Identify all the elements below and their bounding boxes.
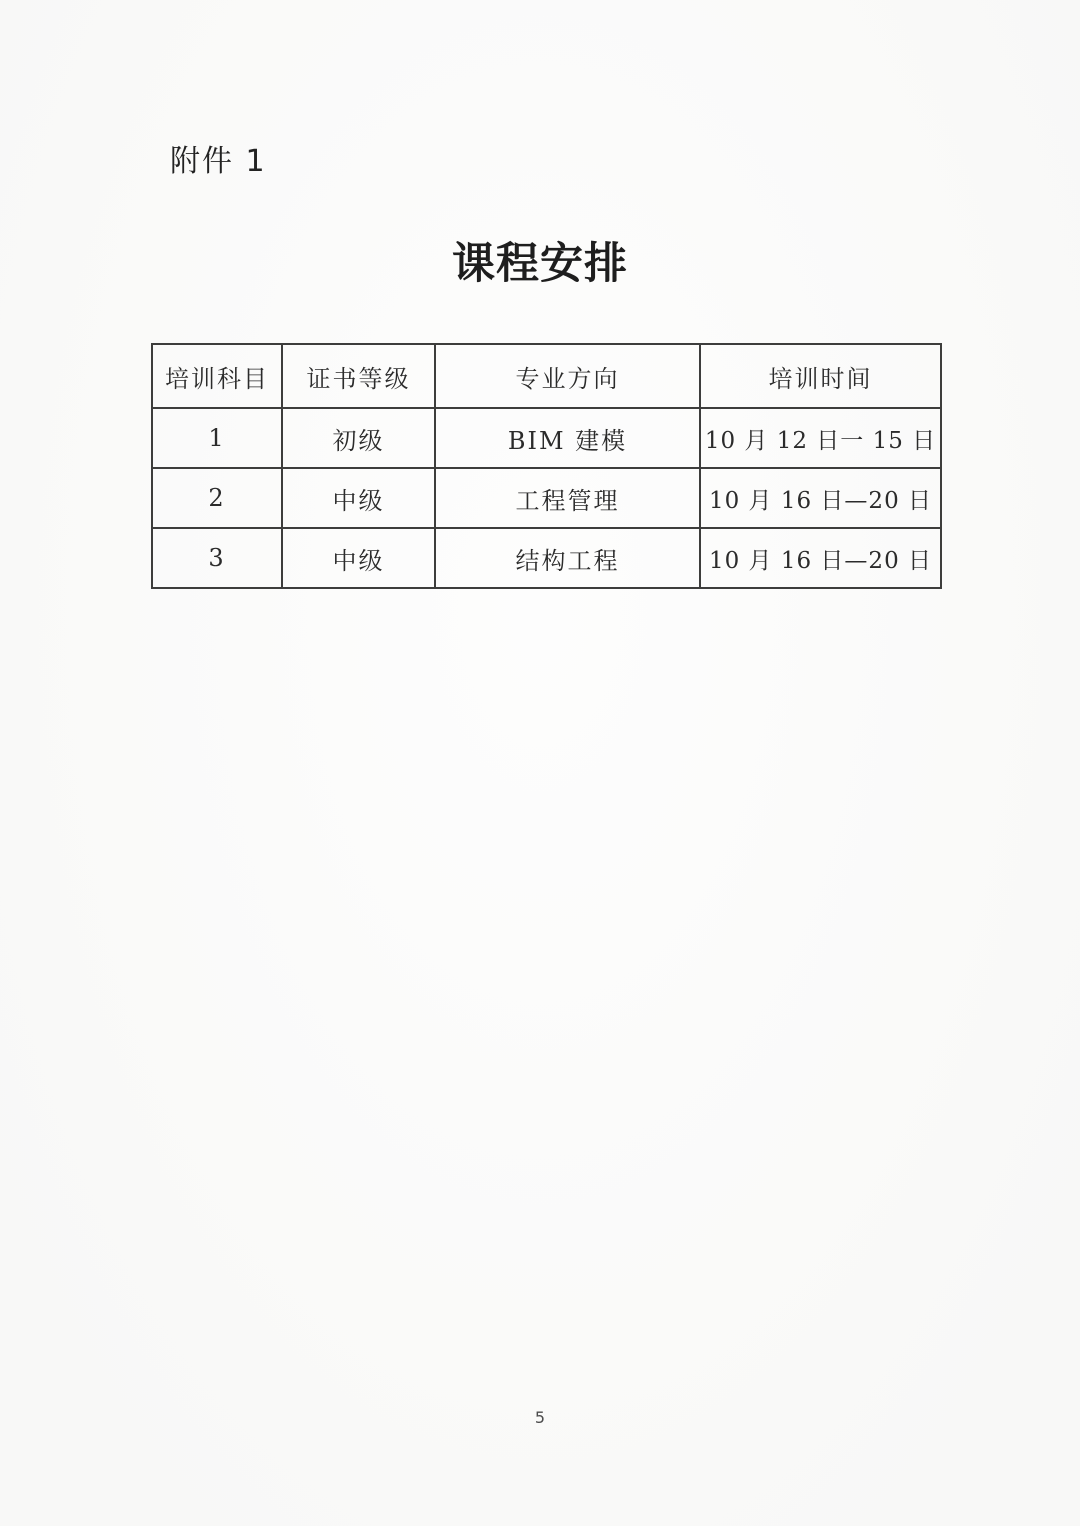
cell-certificate-level: 初级 [282,408,435,468]
cell-subject-no: 1 [152,408,282,468]
table-row [152,528,941,588]
header-cell-specialty-direction: 专业方向 [435,344,700,408]
cell-training-time: 10 月 12 日一 15 日 [700,408,941,468]
header-cell-certificate-level: 证书等级 [282,344,435,408]
cell-training-time: 10 月 16 日—20 日 [700,528,941,588]
cell-specialty-direction: 工程管理 [435,468,700,528]
header-cell-training-subject: 培训科目 [152,344,282,408]
table-row [152,468,941,528]
table-row [152,408,941,468]
cell-specialty-direction: 结构工程 [435,528,700,588]
cell-training-time: 10 月 16 日—20 日 [700,468,941,528]
cell-certificate-level: 中级 [282,468,435,528]
cell-specialty-direction: BIM 建模 [435,408,700,468]
cell-subject-no: 3 [152,528,282,588]
document-title: 课程安排 [452,239,628,289]
cell-certificate-level: 中级 [282,528,435,588]
attachment-label: 附件 1 [170,144,267,179]
course-schedule-table [151,343,942,589]
cell-subject-no: 2 [152,468,282,528]
header-cell-training-time: 培训时间 [700,344,941,408]
table-header-row [152,344,941,408]
page-number: 5 [534,1408,546,1427]
